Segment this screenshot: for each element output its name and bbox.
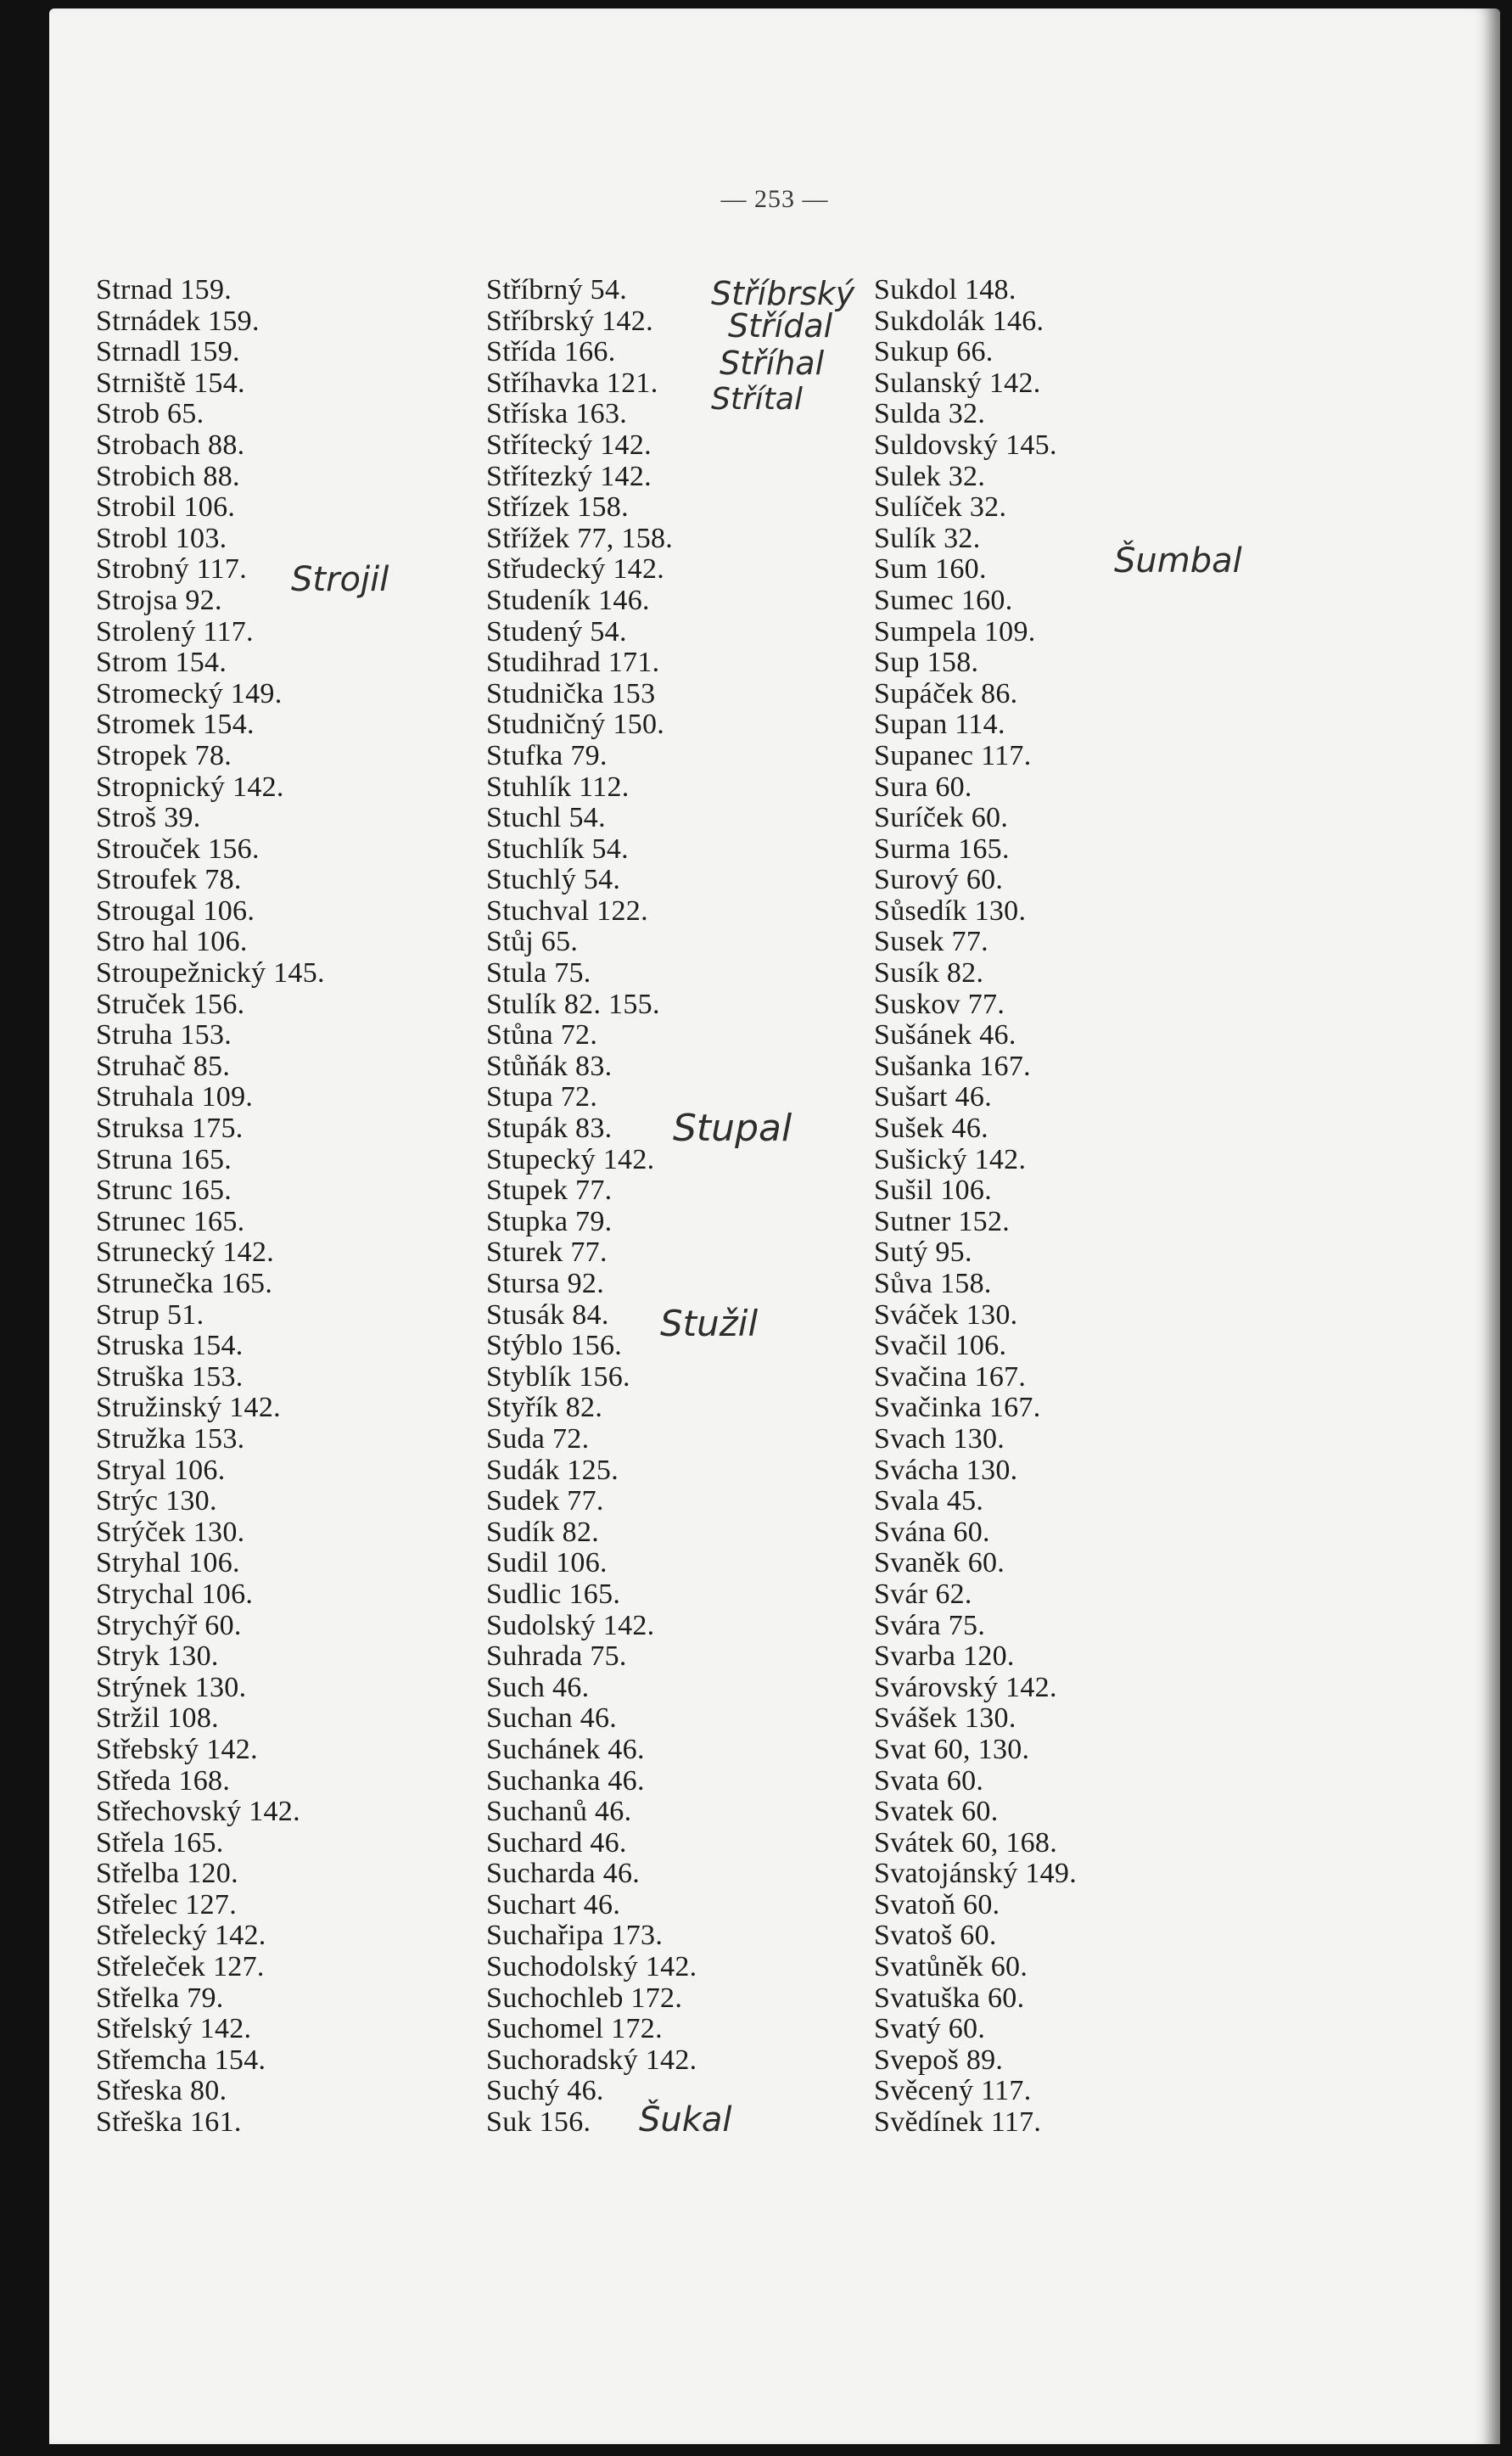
index-entry: Strychal 106. [96,1578,254,1610]
index-column-3 [874,275,1077,2139]
index-entry: Such 46. [486,1671,590,1703]
index-entry: Suríček 60. [874,802,1009,834]
index-entry: Střída 166. [486,336,616,368]
index-entry: Střela 165. [96,1826,224,1859]
index-entry: Suhrada 75. [486,1640,627,1673]
index-entry: Stuchlý 54. [486,864,621,896]
index-entry: Strýnek 130. [96,1671,247,1703]
index-entry: Stuchlík 54. [486,833,629,865]
index-entry: Strojsa 92. [96,584,222,616]
index-entry: Struksa 175. [96,1113,244,1145]
index-entry: Stroš 39. [96,802,201,834]
index-entry: Sůsedík 130. [874,894,1027,927]
index-entry: Stříhavka 121. [486,367,658,399]
index-entry: Supanec 117. [874,739,1032,771]
index-entry: Stupecký 142. [486,1143,655,1175]
index-entry: Svára 75. [874,1609,986,1641]
index-entry: Strunečka 165. [96,1268,273,1299]
index-entry: Stryhal 106. [96,1547,240,1579]
index-entry: Sulíček 32. [874,491,1007,524]
index-entry: Suchomel 172. [486,2013,663,2045]
index-entry: Sudil 106. [486,1547,608,1579]
handwritten-note: Střídal [728,307,833,345]
index-entry: Svědínek 117. [874,2106,1042,2139]
index-entry: Strýček 130. [96,1516,245,1548]
index-entry: Styblík 156. [486,1360,630,1393]
index-entry: Sulanský 142. [874,367,1041,399]
index-entry: Střeška 161. [96,2106,242,2139]
handwritten-note: Stupal [673,1107,792,1150]
index-entry: Surma 165. [874,833,1010,865]
index-entry: Svácha 130. [874,1454,1018,1486]
handwritten-note: Šukal [639,2100,732,2139]
index-entry: Strobil 106. [96,491,236,524]
handwritten-note: Střítal [711,382,803,417]
index-entry: Stusák 84. [486,1298,609,1331]
index-entry: Sturek 77. [486,1236,608,1269]
index-entry: Sukdolák 146. [874,305,1044,337]
index-entry: Suskov 77. [874,988,1005,1020]
index-entry: Svátek 60, 168. [874,1826,1058,1859]
index-entry: Střížek 77, 158. [486,522,674,554]
index-entry: Sumec 160. [874,584,1013,616]
index-entry: Sušický 142. [874,1143,1027,1175]
index-entry: Sudek 77. [486,1485,604,1517]
index-entry: Stromek 154. [96,709,255,741]
index-entry: Susík 82. [874,957,984,990]
index-entry: Svačinka 167. [874,1392,1041,1424]
index-entry: Sukdol 148. [874,274,1016,306]
handwritten-note: Šumbal [1114,541,1242,580]
index-entry: Strobl 103. [96,522,227,554]
index-entry: Stula 75. [486,957,591,990]
index-entry: Stružka 153. [96,1422,245,1455]
index-entry: Sukup 66. [874,336,994,368]
index-entry: Strolený 117. [96,615,254,648]
index-entry: Strychýř 60. [96,1609,242,1641]
index-entry: Styřík 82. [486,1392,603,1424]
index-entry: Stuchl 54. [486,802,606,834]
index-entry: Sutner 152. [874,1205,1011,1237]
index-entry: Studeník 146. [486,584,650,616]
index-entry: Stýblo 156. [486,1330,623,1362]
index-entry: Suk 156. [486,2106,591,2139]
index-entry: Středa 168. [96,1764,231,1797]
index-entry: Suldovský 145. [874,429,1057,461]
index-entry: Suchan 46. [486,1702,618,1735]
index-entry: Svepoš 89. [874,2044,1004,2076]
index-entry: Stulík 82. 155. [486,988,660,1020]
index-entry: Stropnický 142. [96,771,284,803]
index-entry: Strunec 165. [96,1205,245,1237]
index-entry: Sup 158. [874,647,979,679]
index-entry: Struhač 85. [96,1050,231,1082]
index-entry: Sumpela 109. [874,615,1036,648]
index-entry: Struček 156. [96,988,245,1020]
index-entry: Střelka 79. [96,1982,224,2014]
index-entry: Svala 45. [874,1485,984,1517]
index-entry: Sulda 32. [874,398,986,430]
index-entry: Svášek 130. [874,1702,1016,1735]
index-entry: Studihrad 171. [486,647,660,679]
index-entry: Suchý 46. [486,2075,604,2107]
index-entry: Svarba 120. [874,1640,1015,1673]
index-entry: Svatý 60. [874,2013,986,2045]
handwritten-note: Strojil [291,560,389,599]
index-entry: Struhala 109. [96,1081,254,1113]
index-entry: Stůna 72. [486,1019,598,1051]
index-entry: Sušanka 167. [874,1050,1031,1082]
index-entry: Střelba 120. [96,1858,238,1890]
index-entry: Supáček 86. [874,677,1018,709]
index-entry: Struha 153. [96,1019,232,1051]
book-page [49,8,1500,2444]
index-entry: Sura 60. [874,771,972,803]
index-entry: Strom 154. [96,647,227,679]
index-entry: Svatek 60. [874,1796,999,1828]
index-entry: Svačina 167. [874,1360,1027,1393]
index-entry: Strýc 130. [96,1485,217,1517]
index-entry: Střelecký 142. [96,1920,266,1952]
index-entry: Svěcený 117. [874,2075,1032,2107]
index-entry: Suchodolský 142. [486,1951,697,1983]
index-entry: Sucharda 46. [486,1858,641,1890]
index-entry: Stryk 130. [96,1640,219,1673]
index-entry: Struna 165. [96,1143,232,1175]
index-entry: Strnadl 159. [96,336,240,368]
index-entry: Střudecký 142. [486,553,665,586]
index-entry: Stromecký 149. [96,677,283,709]
index-entry: Stříbrský 142. [486,305,653,337]
index-entry: Stropek 78. [96,739,232,771]
index-entry: Střeleček 127. [96,1951,265,1983]
index-entry: Svaněk 60. [874,1547,1005,1579]
index-entry: Suchard 46. [486,1826,627,1859]
index-entry: Stroupežnický 145. [96,957,325,990]
index-entry: Stříska 163. [486,398,628,430]
index-column-1 [96,275,325,2139]
index-entry: Stuhlík 112. [486,771,630,803]
index-entry: Sůva 158. [874,1268,992,1299]
index-entry: Střeska 80. [96,2075,227,2107]
index-entry: Střelský 142. [96,2013,252,2045]
index-entry: Suchoradský 142. [486,2044,697,2076]
index-entry: Studený 54. [486,615,627,648]
index-entry: Sulek 32. [874,460,986,492]
index-entry: Stupa 72. [486,1081,598,1113]
index-column-2 [486,275,697,2139]
index-entry: Střemcha 154. [96,2044,266,2076]
index-entry: Suchart 46. [486,1888,621,1921]
index-entry: Strougal 106. [96,894,255,927]
index-entry: Stursa 92. [486,1268,604,1299]
index-entry: Střebský 142. [96,1733,258,1765]
index-entry: Sudák 125. [486,1454,619,1486]
index-entry: Sušek 46. [874,1113,988,1145]
index-entry: Svatoň 60. [874,1888,1000,1921]
index-entry: Svat 60, 130. [874,1733,1030,1765]
index-entry: Sudlic 165. [486,1578,621,1610]
index-entry: Strniště 154. [96,367,245,399]
index-entry: Strnad 159. [96,274,232,306]
index-entry: Svatojánský 149. [874,1858,1078,1890]
index-entry: Suchařipa 173. [486,1920,664,1952]
index-entry: Stůňák 83. [486,1050,613,1082]
index-entry: Sulík 32. [874,522,981,554]
index-entry: Stůj 65. [486,926,579,958]
index-entry: Sušart 46. [874,1081,992,1113]
index-entry: Stufka 79. [486,739,608,771]
index-entry: Stržil 108. [96,1702,219,1735]
index-entry: Svár 62. [874,1578,972,1610]
index-entry: Stroufek 78. [96,864,242,896]
index-entry: Svata 60. [874,1764,984,1797]
index-entry: Svána 60. [874,1516,990,1548]
index-entry: Supan 114. [874,709,1005,741]
index-entry: Strobich 88. [96,460,240,492]
handwritten-note: Stříbrský [711,275,855,312]
index-entry: Struška 153. [96,1360,244,1393]
index-entry: Suchánek 46. [486,1733,645,1765]
index-entry: Surový 60. [874,864,1004,896]
index-entry: Strnádek 159. [96,305,260,337]
index-entry: Strunc 165. [96,1175,232,1207]
index-entry: Strobach 88. [96,429,245,461]
index-entry: Svatůněk 60. [874,1951,1028,1983]
index-entry: Střízek 158. [486,491,629,524]
index-entry: Sudolský 142. [486,1609,655,1641]
index-entry: Svárovský 142. [874,1671,1057,1703]
index-entry: Svatoš 60. [874,1920,997,1952]
page-number: — 253 — [720,185,829,213]
index-entry: Střechovský 142. [96,1796,300,1828]
index-entry: Stupák 83. [486,1113,613,1145]
index-entry: Sváček 130. [874,1298,1018,1331]
index-entry: Sudík 82. [486,1516,600,1548]
index-entry: Sušánek 46. [874,1019,1016,1051]
index-entry: Strup 51. [96,1298,204,1331]
index-entry: Suchochleb 172. [486,1982,683,2014]
index-entry: Svatuška 60. [874,1982,1025,2014]
index-entry: Stříbrný 54. [486,274,628,306]
index-entry: Svach 130. [874,1422,1005,1455]
index-entry: Strob 65. [96,398,204,430]
index-entry: Suchanů 46. [486,1796,632,1828]
index-entry: Stružinský 142. [96,1392,281,1424]
index-entry: Stryal 106. [96,1454,226,1486]
index-entry: Suchanka 46. [486,1764,645,1797]
index-entry: Studničný 150. [486,709,665,741]
index-entry: Studnička 153 [486,677,656,709]
index-entry: Strouček 156. [96,833,260,865]
index-entry: Susek 77. [874,926,988,958]
index-entry: Stro hal 106. [96,926,248,958]
index-entry: Stuchval 122. [486,894,648,927]
index-entry: Střelec 127. [96,1888,237,1921]
index-entry: Sušil 106. [874,1175,993,1207]
index-entry: Svačil 106. [874,1330,1007,1362]
index-entry: Sum 160. [874,553,987,586]
handwritten-note: Stužil [660,1303,759,1344]
index-entry: Střítecký 142. [486,429,652,461]
handwritten-note: Stříhal [720,345,825,382]
index-entry: Suda 72. [486,1422,590,1455]
index-entry: Střítezký 142. [486,460,652,492]
index-entry: Stupek 77. [486,1175,613,1207]
index-entry: Strunecký 142. [96,1236,275,1269]
index-entry: Strobný 117. [96,553,248,586]
index-entry: Struska 154. [96,1330,244,1362]
index-entry: Sutý 95. [874,1236,972,1269]
index-entry: Stupka 79. [486,1205,613,1237]
